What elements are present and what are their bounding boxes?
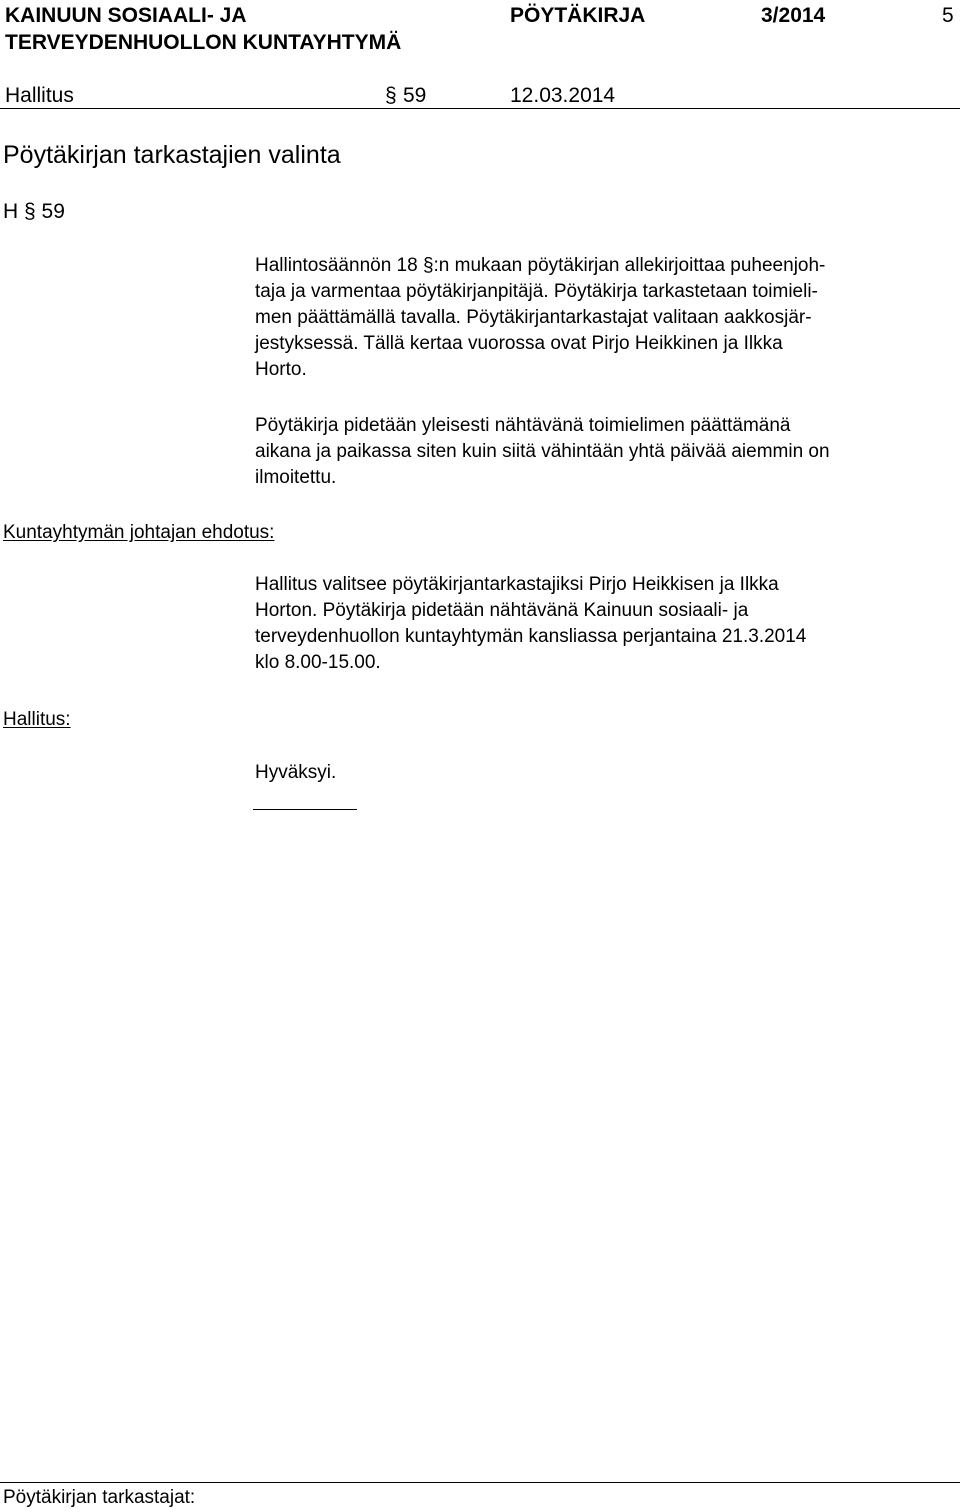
header-rule	[0, 108, 960, 109]
board-label: Hallitus:	[3, 709, 71, 730]
meeting-date: 12.03.2014	[510, 84, 616, 107]
section-number: 59	[403, 84, 427, 107]
text-line: jestyksessä. Tällä kertaa vuorossa ovat Pirjo Heikkinen ja Ilkka	[255, 333, 783, 354]
organization-name-line2: TERVEYDENHUOLLON KUNTAYHTYMÄ	[5, 31, 402, 54]
text-line: Horto.	[255, 359, 307, 380]
organization-name	[5, 2, 401, 56]
footer-label: Pöytäkirjan tarkastajat:	[3, 1487, 196, 1508]
proposal-label: Kuntayhtymän johtajan ehdotus:	[3, 522, 275, 543]
meeting-body: Hallitus	[5, 84, 74, 107]
text-line: ilmoitettu.	[255, 467, 337, 488]
text-line: taja ja varmentaa pöytäkirjanpitäjä. Pöytäkirja tarkastetaan toimieli-	[255, 281, 818, 302]
page-number: 5	[942, 4, 954, 27]
text-line: terveydenhuollon kuntayhtymän kansliassa perjantaina 21.3.2014	[255, 626, 807, 647]
footer-rule	[0, 1482, 960, 1483]
text-line: Hallintosäännön 18 §:n mukaan pöytäkirjan allekirjoittaa puheenjoh-	[255, 255, 826, 276]
page-title: Pöytäkirjan tarkastajien valinta	[3, 141, 341, 169]
paragraph-public-display	[255, 413, 955, 491]
document-number: 3/2014	[761, 4, 826, 27]
text-line: Hallitus valitsee pöytäkirjantarkastajiksi Pirjo Heikkisen ja Ilkka	[255, 574, 779, 595]
decision-text: Hyväksyi.	[255, 762, 337, 783]
document-type: PÖYTÄKIRJA	[510, 4, 646, 27]
organization-name-line1: KAINUUN SOSIAALI- JA	[5, 4, 247, 27]
section-symbol: §	[385, 84, 397, 107]
text-line: klo 8.00-15.00.	[255, 652, 381, 673]
paragraph-background	[255, 253, 955, 383]
text-line: Horton. Pöytäkirja pidetään nähtävänä Kainuun sosiaali- ja	[255, 600, 749, 621]
decision-underline	[253, 809, 357, 810]
text-line: men päättämällä tavalla. Pöytäkirjantarkastajat valitaan aakkosjär-	[255, 307, 812, 328]
text-line: aikana ja paikassa siten kuin siitä vähintään yhtä päivää aiemmin on	[255, 441, 830, 462]
section-id: H § 59	[3, 200, 65, 223]
text-line: Pöytäkirja pidetään yleisesti nähtävänä toimielimen päättämänä	[255, 415, 791, 436]
paragraph-proposal	[255, 572, 955, 676]
